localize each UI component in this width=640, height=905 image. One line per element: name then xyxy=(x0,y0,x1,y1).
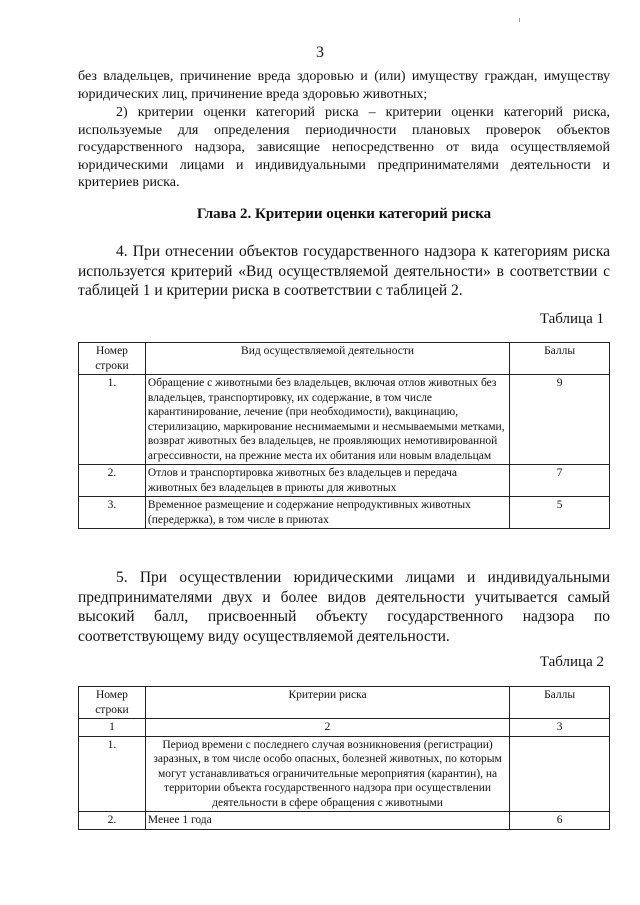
table2-caption: Таблица 2 xyxy=(539,654,604,670)
item-2-paragraph: 2) критерии оценки категорий риска – критерии оценки категорий риска, используемые для определения периодичности плановых проверок объектов государственного надзора, зависящие непосредственно от вида осуществляемой юридическими лицами и индивидуальными предпринимателями деятельности и критериев риска. xyxy=(78,105,610,191)
row-number: 1. xyxy=(79,736,146,812)
table-row xyxy=(79,375,610,465)
table1-header-desc: Вид осуществляемой деятельности xyxy=(145,343,509,375)
row-score: 9 xyxy=(510,375,610,465)
table-1 xyxy=(78,342,610,529)
paragraph-4: 4. При отнесении объектов государственного надзора к категориям риска используется критерий «Вид осуществляемой деятельности» в соответствии с таблицей 1 и критерии риска в соответствии с таблицей 2. xyxy=(78,243,610,299)
row-score: 6 xyxy=(510,812,610,830)
intro-continuation: без владельцев, причинение вреда здоровью и (или) имуществу граждан, имуществу юридических лиц, причинение вреда здоровью животных; xyxy=(78,69,610,102)
table1-caption: Таблица 1 xyxy=(539,311,604,327)
table-2 xyxy=(78,686,610,830)
chapter-heading: Глава 2. Критерии оценки категорий риска xyxy=(196,206,492,222)
row-description: Менее 1 года xyxy=(145,812,509,830)
table1-header-row xyxy=(79,343,610,375)
row-number: 2. xyxy=(79,465,146,497)
paragraph-5: 5. При осуществлении юридическими лицами и индивидуальными предпринимателями двух и более видов деятельности учитывается самый высокий балл, присвоенный объекту государственного надзора по соответствующему виду осуществляемой деятельности. xyxy=(78,569,610,645)
table2-column-number-row xyxy=(79,719,610,737)
row-description: Обращение с животными без владельцев, включая отлов животных без владельцев, транспортировку, их содержание, в том числе карантинирование, лечение (при необходимости), вакцинацию, стерилизацию, маркирование неснимаемыми и несмываемыми метками, возврат животных без владельцев, не проявляющих немотивированной агрессивности, на прежние места их обитания или новым владельцам xyxy=(145,375,509,465)
table-row xyxy=(79,812,610,830)
row-description: Период времени с последнего случая возникновения (регистрации) заразных, в том числе особо опасных, болезней животных, по которым могут устанавливаться ограничительные мероприятия (карантин), на территории объекта государственного надзора при осуществлении деятельности в сфере обращения с животными xyxy=(145,736,509,812)
table2-header-row xyxy=(79,687,610,719)
column-number-1: 1 xyxy=(79,719,146,737)
table2-header-score: Баллы xyxy=(510,687,610,719)
row-description: Временное размещение и содержание непродуктивных животных (передержка), в том числе в приютах xyxy=(145,497,509,529)
table1-header-num: Номер строки xyxy=(79,343,146,375)
row-number: 3. xyxy=(79,497,146,529)
table-row xyxy=(79,736,610,812)
table1-header-score: Баллы xyxy=(510,343,610,375)
scan-mark xyxy=(519,18,520,22)
row-score: 5 xyxy=(510,497,610,529)
row-number: 1. xyxy=(79,375,146,465)
table2-header-desc: Критерии риска xyxy=(145,687,509,719)
row-score: 7 xyxy=(510,465,610,497)
page-number: 3 xyxy=(316,44,324,61)
row-number: 2. xyxy=(79,812,146,830)
table-row xyxy=(79,465,610,497)
table2-header-num: Номер строки xyxy=(79,687,146,719)
row-score xyxy=(510,736,610,812)
table-row xyxy=(79,497,610,529)
row-description: Отлов и транспортировка животных без владельцев и передача животных без владельцев в приюты для животных xyxy=(145,465,509,497)
column-number-2: 2 xyxy=(145,719,509,737)
column-number-3: 3 xyxy=(510,719,610,737)
